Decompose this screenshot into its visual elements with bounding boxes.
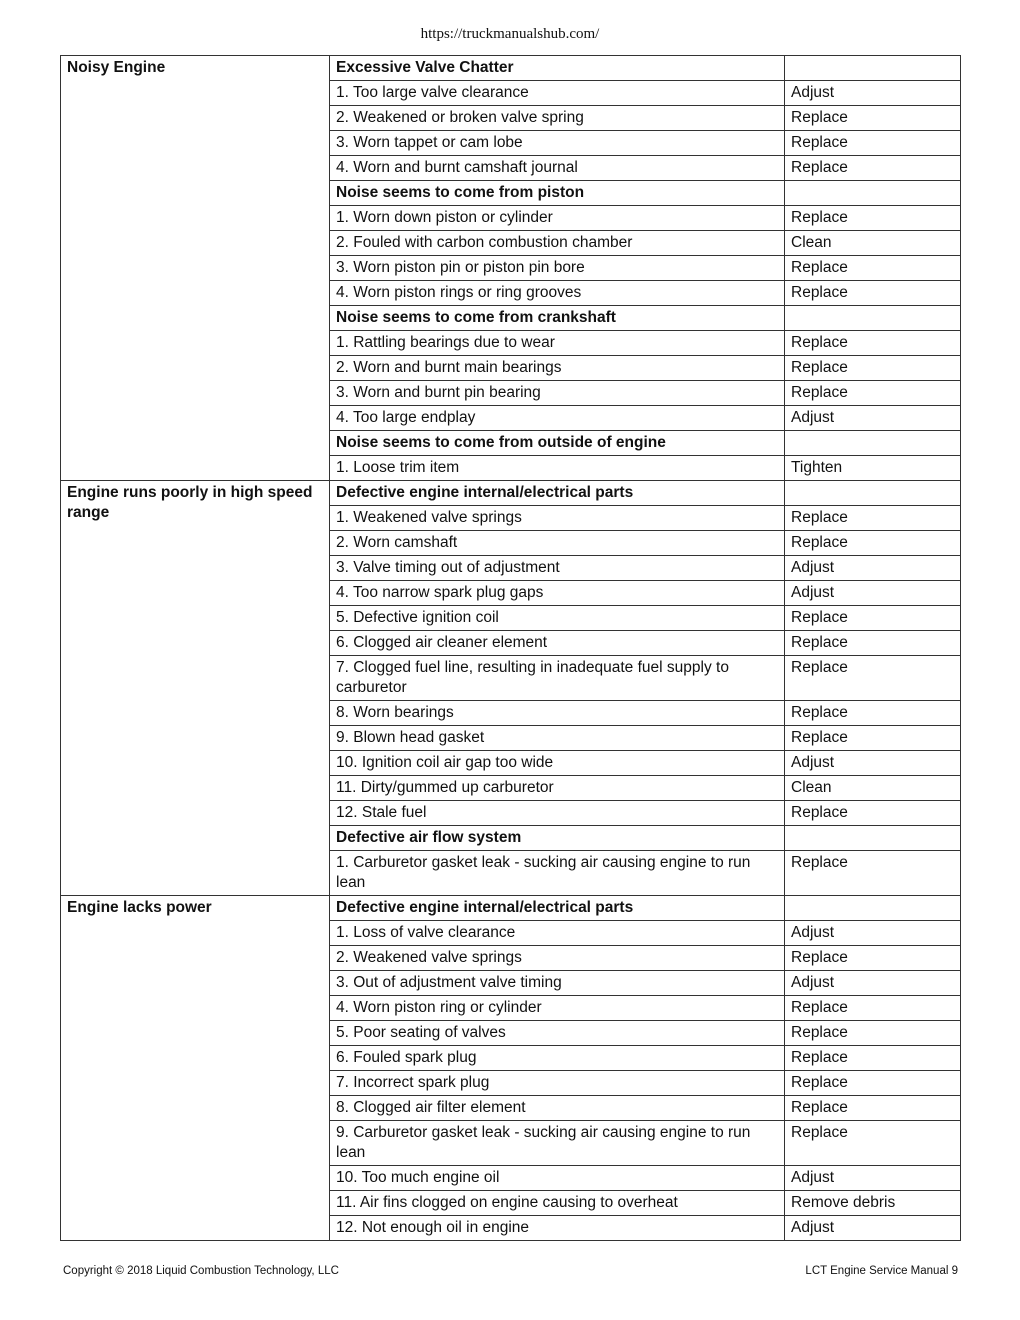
action-cell: Replace xyxy=(785,996,961,1021)
cause-cell: 1. Loss of valve clearance xyxy=(330,921,785,946)
symptom-cell: Engine lacks power xyxy=(61,896,330,1241)
cause-heading-cell: Defective engine internal/electrical parts xyxy=(330,481,785,506)
action-cell: Replace xyxy=(785,1021,961,1046)
action-cell: Adjust xyxy=(785,1166,961,1191)
action-cell: Replace xyxy=(785,256,961,281)
action-cell: Replace xyxy=(785,356,961,381)
table-row xyxy=(61,56,961,81)
action-cell: Replace xyxy=(785,701,961,726)
action-cell: Adjust xyxy=(785,81,961,106)
cause-cell: 4. Too narrow spark plug gaps xyxy=(330,581,785,606)
action-cell xyxy=(785,826,961,851)
action-cell: Adjust xyxy=(785,556,961,581)
footer-copyright: Copyright © 2018 Liquid Combustion Technology, LLC xyxy=(63,1265,339,1277)
action-cell: Clean xyxy=(785,776,961,801)
action-cell: Replace xyxy=(785,156,961,181)
cause-cell: 9. Carburetor gasket leak - sucking air causing engine to run lean xyxy=(330,1121,785,1166)
action-cell: Replace xyxy=(785,531,961,556)
cause-cell: 12. Not enough oil in engine xyxy=(330,1216,785,1241)
cause-cell: 3. Worn tappet or cam lobe xyxy=(330,131,785,156)
table-row xyxy=(61,481,961,506)
action-cell: Replace xyxy=(785,656,961,701)
cause-cell: 8. Clogged air filter element xyxy=(330,1096,785,1121)
symptom-cell: Engine runs poorly in high speed range xyxy=(61,481,330,896)
cause-cell: 2. Worn and burnt main bearings xyxy=(330,356,785,381)
action-cell: Replace xyxy=(785,726,961,751)
action-cell: Replace xyxy=(785,331,961,356)
cause-cell: 12. Stale fuel xyxy=(330,801,785,826)
action-cell: Adjust xyxy=(785,1216,961,1241)
cause-cell: 4. Worn and burnt camshaft journal xyxy=(330,156,785,181)
cause-cell: 2. Weakened or broken valve spring xyxy=(330,106,785,131)
action-cell: Replace xyxy=(785,281,961,306)
cause-cell: 2. Weakened valve springs xyxy=(330,946,785,971)
cause-cell: 2. Worn camshaft xyxy=(330,531,785,556)
cause-cell: 8. Worn bearings xyxy=(330,701,785,726)
cause-cell: 11. Air fins clogged on engine causing to overheat xyxy=(330,1191,785,1216)
cause-cell: 9. Blown head gasket xyxy=(330,726,785,751)
action-cell xyxy=(785,181,961,206)
action-cell: Replace xyxy=(785,1096,961,1121)
cause-cell: 1. Worn down piston or cylinder xyxy=(330,206,785,231)
cause-cell: 4. Worn piston rings or ring grooves xyxy=(330,281,785,306)
cause-cell: 11. Dirty/gummed up carburetor xyxy=(330,776,785,801)
symptom-cell: Noisy Engine xyxy=(61,56,330,481)
action-cell: Replace xyxy=(785,1121,961,1166)
cause-heading-cell: Defective air flow system xyxy=(330,826,785,851)
action-cell: Replace xyxy=(785,381,961,406)
table-row xyxy=(61,896,961,921)
page-url: https://truckmanualshub.com/ xyxy=(420,26,600,42)
cause-heading-cell: Noise seems to come from outside of engine xyxy=(330,431,785,456)
cause-heading-cell: Noise seems to come from piston xyxy=(330,181,785,206)
cause-cell: 1. Loose trim item xyxy=(330,456,785,481)
cause-cell: 7. Incorrect spark plug xyxy=(330,1071,785,1096)
action-cell: Replace xyxy=(785,106,961,131)
cause-cell: 4. Too large endplay xyxy=(330,406,785,431)
action-cell: Replace xyxy=(785,1046,961,1071)
action-cell: Tighten xyxy=(785,456,961,481)
cause-heading-cell: Noise seems to come from crankshaft xyxy=(330,306,785,331)
cause-cell: 10. Ignition coil air gap too wide xyxy=(330,751,785,776)
cause-cell: 6. Clogged air cleaner element xyxy=(330,631,785,656)
action-cell: Adjust xyxy=(785,406,961,431)
action-cell: Adjust xyxy=(785,751,961,776)
cause-cell: 10. Too much engine oil xyxy=(330,1166,785,1191)
cause-cell: 3. Worn and burnt pin bearing xyxy=(330,381,785,406)
cause-cell: 2. Fouled with carbon combustion chamber xyxy=(330,231,785,256)
action-cell: Clean xyxy=(785,231,961,256)
cause-cell: 5. Poor seating of valves xyxy=(330,1021,785,1046)
action-cell: Replace xyxy=(785,506,961,531)
cause-cell: 7. Clogged fuel line, resulting in inadequate fuel supply to carburetor xyxy=(330,656,785,701)
cause-cell: 1. Rattling bearings due to wear xyxy=(330,331,785,356)
cause-cell: 3. Worn piston pin or piston pin bore xyxy=(330,256,785,281)
action-cell: Replace xyxy=(785,631,961,656)
cause-cell: 4. Worn piston ring or cylinder xyxy=(330,996,785,1021)
action-cell xyxy=(785,306,961,331)
action-cell xyxy=(785,481,961,506)
action-cell: Replace xyxy=(785,851,961,896)
cause-heading-cell: Excessive Valve Chatter xyxy=(330,56,785,81)
cause-cell: 1. Too large valve clearance xyxy=(330,81,785,106)
footer-page-label: LCT Engine Service Manual 9 xyxy=(805,1265,958,1277)
action-cell: Adjust xyxy=(785,971,961,996)
table-body xyxy=(61,56,961,1241)
action-cell: Replace xyxy=(785,606,961,631)
cause-cell: 6. Fouled spark plug xyxy=(330,1046,785,1071)
action-cell: Remove debris xyxy=(785,1191,961,1216)
action-cell: Adjust xyxy=(785,581,961,606)
cause-heading-cell: Defective engine internal/electrical parts xyxy=(330,896,785,921)
cause-cell: 3. Valve timing out of adjustment xyxy=(330,556,785,581)
action-cell: Replace xyxy=(785,131,961,156)
cause-cell: 1. Carburetor gasket leak - sucking air causing engine to run lean xyxy=(330,851,785,896)
action-cell: Replace xyxy=(785,946,961,971)
cause-cell: 3. Out of adjustment valve timing xyxy=(330,971,785,996)
action-cell: Adjust xyxy=(785,921,961,946)
action-cell: Replace xyxy=(785,1071,961,1096)
action-cell xyxy=(785,431,961,456)
action-cell: Replace xyxy=(785,801,961,826)
cause-cell: 5. Defective ignition coil xyxy=(330,606,785,631)
action-cell xyxy=(785,896,961,921)
action-cell xyxy=(785,56,961,81)
troubleshooting-table xyxy=(60,55,961,1241)
cause-cell: 1. Weakened valve springs xyxy=(330,506,785,531)
action-cell: Replace xyxy=(785,206,961,231)
